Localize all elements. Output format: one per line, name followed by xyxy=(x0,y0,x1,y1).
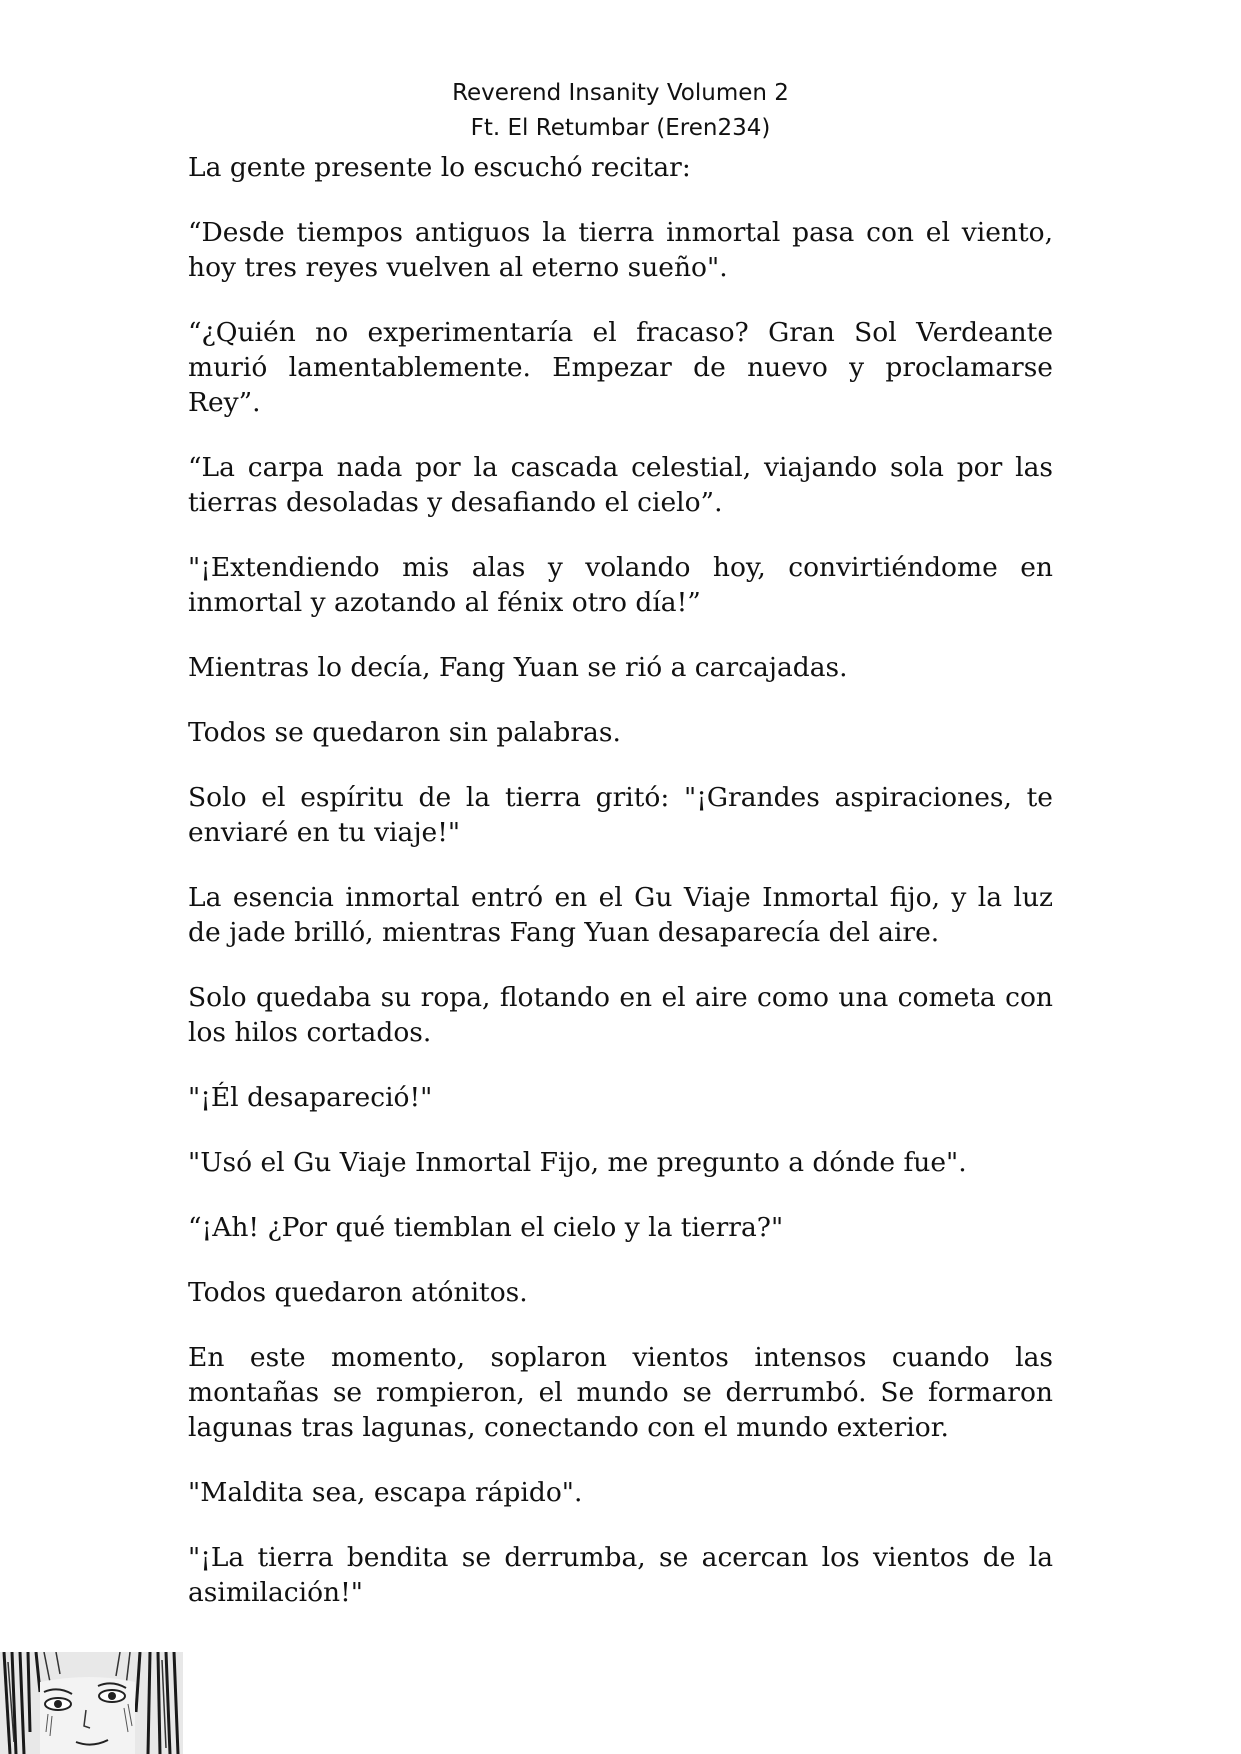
paragraph: "Usó el Gu Viaje Inmortal Fijo, me pregunto a dónde fue". xyxy=(188,1147,967,1178)
paragraph: “La carpa nada por la cascada celestial, viajando sola por las tierras desoladas y desafiando el cielo”. xyxy=(188,452,1053,518)
page-header xyxy=(0,76,1241,146)
paragraph: La esencia inmortal entró en el Gu Viaje Inmortal fijo, y la luz de jade brilló, mientras Fang Yuan desaparecía del aire. xyxy=(188,882,1053,948)
chapter-body xyxy=(188,150,1053,1640)
header-credit: Ft. El Retumbar (Eren234) xyxy=(470,115,771,141)
paragraph: Todos quedaron atónitos. xyxy=(188,1277,528,1308)
paragraph: La gente presente lo escuchó recitar: xyxy=(188,152,691,183)
paragraph: "¡Extendiendo mis alas y volando hoy, convirtiéndome en inmortal y azotando al fénix otro día!” xyxy=(188,552,1053,618)
paragraph: “¡Ah! ¿Por qué tiemblan el cielo y la tierra?" xyxy=(188,1212,784,1243)
paragraph: "Maldita sea, escapa rápido". xyxy=(188,1477,583,1508)
paragraph: "¡La tierra bendita se derrumba, se acercan los vientos de la asimilación!" xyxy=(188,1542,1053,1608)
paragraph: “Desde tiempos antiguos la tierra inmortal pasa con el viento, hoy tres reyes vuelven al eterno sueño". xyxy=(188,217,1053,283)
paragraph: “¿Quién no experimentaría el fracaso? Gran Sol Verdeante murió lamentablemente. Empezar de nuevo y proclamarse Rey”. xyxy=(188,317,1053,418)
paragraph: Mientras lo decía, Fang Yuan se rió a carcajadas. xyxy=(188,652,848,683)
paragraph: Solo quedaba su ropa, flotando en el aire como una cometa con los hilos cortados. xyxy=(188,982,1053,1048)
paragraph: Todos se quedaron sin palabras. xyxy=(188,717,621,748)
paragraph: En este momento, soplaron vientos intensos cuando las montañas se rompieron, el mundo se derrumbó. Se formaron lagunas tras lagunas, conectando con el mundo exterior. xyxy=(188,1342,1053,1443)
header-title: Reverend Insanity Volumen 2 xyxy=(452,80,789,106)
paragraph: "¡Él desapareció!" xyxy=(188,1082,433,1113)
paragraph: Solo el espíritu de la tierra gritó: "¡Grandes aspiraciones, te enviaré en tu viaje!" xyxy=(188,782,1053,848)
manga-character-portrait-icon xyxy=(0,1652,183,1754)
